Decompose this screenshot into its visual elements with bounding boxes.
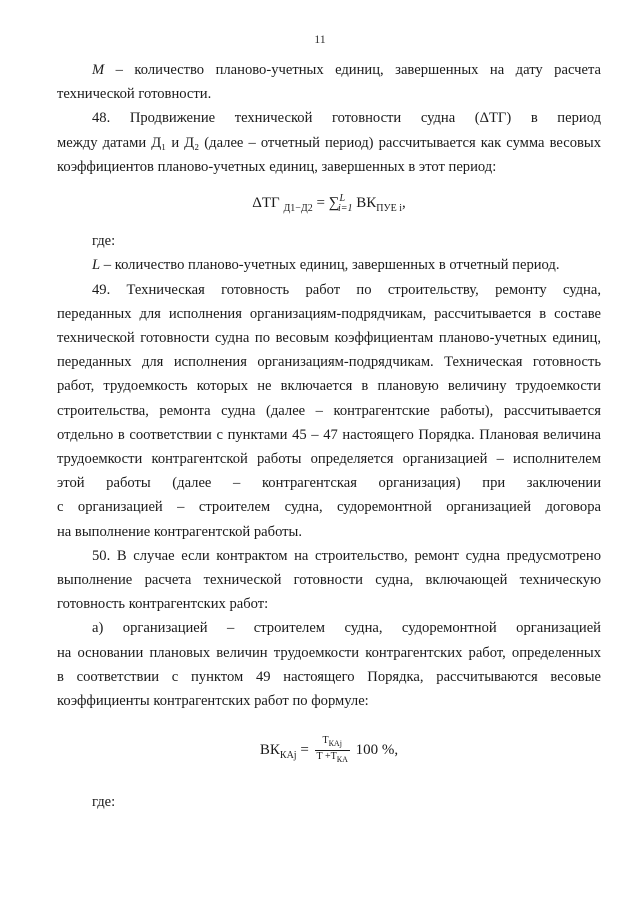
- text-line: на выполнение контрагентской работы.: [57, 523, 303, 540]
- paragraph-l-definition: [57, 253, 601, 277]
- text-line: М – количество планово-учетных единиц, завершенных на дату расчета: [92, 62, 601, 78]
- text-line: выполнение расчета технической готовности судна, включающей техническую: [57, 572, 601, 589]
- text-line: коэффициенты контрагентских работ по формуле:: [57, 693, 369, 710]
- text-line: где:: [92, 794, 116, 811]
- text-line: в соответствии с пунктом 49 настоящего Порядка, рассчитываются весовые: [57, 668, 601, 685]
- text-line: этой работы (далее – контрагентская организация) при заключении: [57, 475, 601, 492]
- fraction-numerator: [315, 735, 350, 751]
- formula-equals: =: [316, 195, 325, 212]
- paragraph-50a: [57, 616, 601, 713]
- text-line: трудоемкости контрагентской работы определяется организацией – исполнителем: [57, 451, 601, 468]
- fraction-denominator: [315, 751, 350, 766]
- text-line: переданных для исполнения организациям-подрядчикам. Техническая готовность: [57, 354, 601, 371]
- formula-term-subscript: ПУЕ i: [376, 203, 402, 215]
- denominator-symbol: T +T: [316, 751, 337, 763]
- text-line: технической готовности.: [57, 86, 212, 103]
- text-line: а) организацией – строителем судна, судоремонтной организацией: [92, 620, 601, 637]
- formula-lhs-subscript: Д1−Д2: [283, 203, 313, 215]
- formula-tail: ,: [402, 195, 406, 212]
- paragraph-50: [57, 544, 601, 617]
- variable-symbol: М: [92, 62, 105, 78]
- formula-equals: =: [300, 742, 309, 759]
- numerator-subscript: КАj: [328, 739, 342, 749]
- text-line: переданных для исполнения организациям-подрядчикам, рассчитывается в составе: [57, 305, 601, 322]
- formula-delta-tg: [57, 187, 601, 221]
- formula-lhs: ΔТГ: [252, 195, 280, 212]
- formula-tail: 100 %,: [355, 742, 399, 759]
- numerator-symbol: T: [322, 735, 329, 747]
- page-number: 11: [314, 32, 326, 46]
- paragraph-49: [57, 278, 601, 544]
- text-line: с организацией – строителем судна, судоремонтной организацией договора: [57, 499, 601, 516]
- text-line: коэффициентов планово-учетных единиц, завершенных в этот период:: [57, 158, 497, 175]
- text-line: 50. В случае если контрактом на строительство, ремонт судна предусмотрено: [92, 547, 601, 564]
- text-line: строительства, ремонта судна (далее – контрагентские работы), рассчитывается: [57, 402, 601, 419]
- paragraph-m-definition: [57, 58, 601, 106]
- text-line: отдельно в соответствии с пунктами 45 – 47 настоящего Порядка. Плановая величина: [57, 426, 601, 443]
- text-line: технической готовности судна по весовым коэффициентам планово-учетных единиц,: [57, 330, 601, 347]
- text-line: на основании плановых величин трудоемкости контрагентских работ, определенных: [57, 644, 601, 661]
- sum-symbol: [329, 187, 353, 221]
- text-line: L – количество планово-учетных единиц, завершенных в отчетный период.: [92, 257, 560, 274]
- paragraph-where-1: [57, 229, 601, 253]
- text-line: где:: [92, 233, 116, 250]
- variable-symbol: L: [92, 257, 101, 274]
- text-line: 48. Продвижение технической готовности судна (ΔТГ) в период: [92, 110, 601, 127]
- formula-lhs-subscript: КАj: [279, 750, 297, 762]
- sum-upper-limit: L: [339, 193, 345, 205]
- denominator-subscript: КА: [336, 755, 348, 765]
- document-body: [57, 58, 601, 815]
- formula-vk-ka: [57, 735, 601, 768]
- text-line: 49. Техническая готовность работ по строительству, ремонту судна,: [92, 281, 601, 298]
- formula-lhs: ВК: [259, 742, 280, 759]
- formula-fraction: [315, 735, 350, 766]
- text-line: готовность контрагентских работ:: [57, 596, 269, 613]
- text-line: между датами Д₁ и Д₂ (далее – отчетный период) рассчитывается как сумма весовых: [57, 134, 601, 151]
- paragraph-48: [57, 106, 601, 179]
- sum-sign: ∑: [328, 195, 340, 212]
- sum-lower-limit: i=1: [338, 203, 353, 215]
- formula-term: ВК: [356, 195, 377, 212]
- paragraph-where-2: [57, 790, 601, 814]
- text-line: работ, трудоемкость которых не включается в плановую величину трудоемкости: [57, 378, 601, 395]
